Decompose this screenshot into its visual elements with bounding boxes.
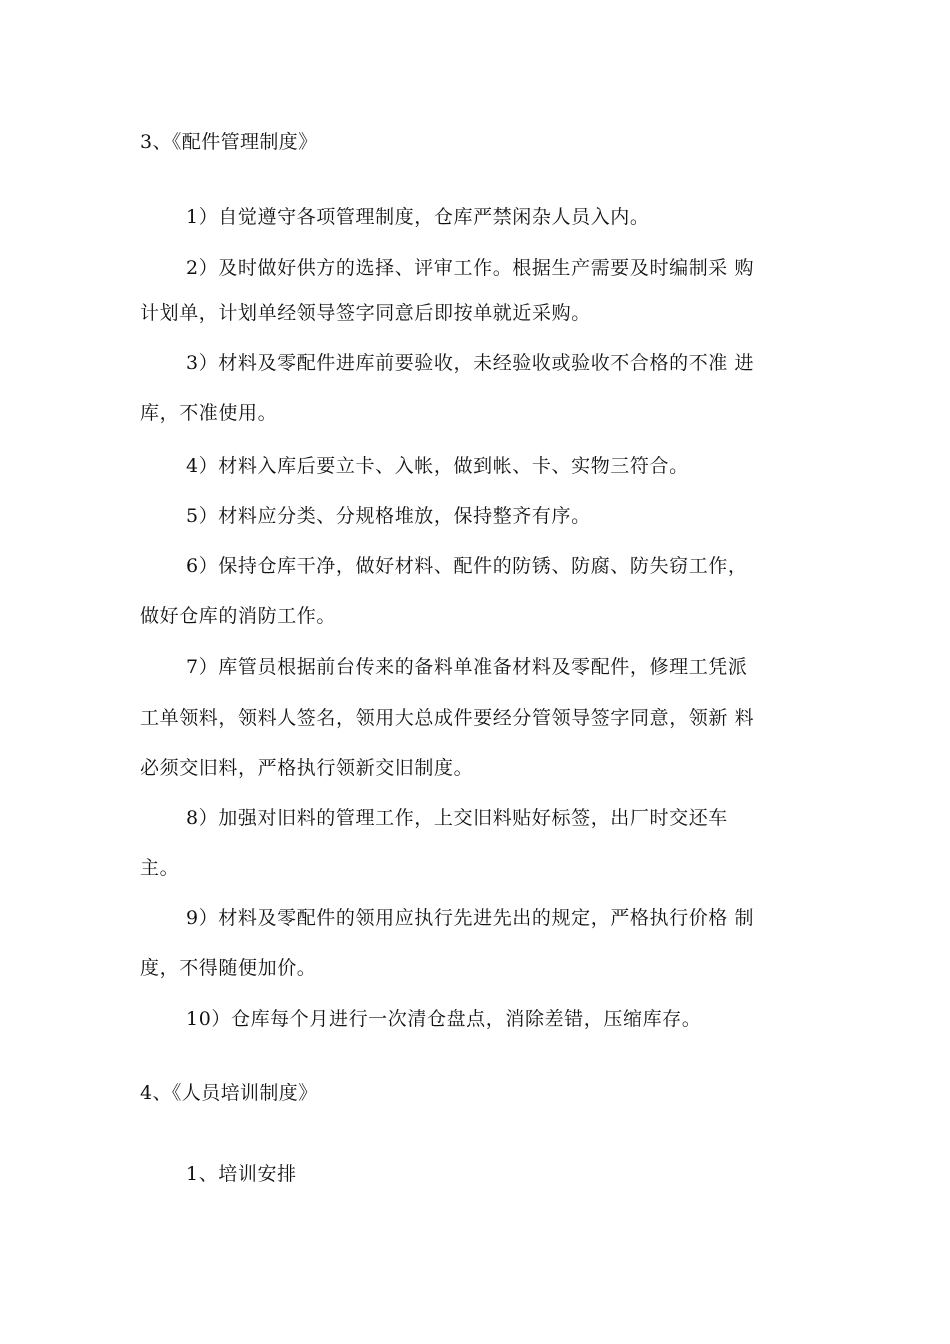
- paragraph-line: 7）库管员根据前台传来的备料单准备材料及零配件，修理工凭派: [186, 656, 748, 678]
- paragraph-line: 计划单，计划单经领导签字同意后即按单就近采购。: [140, 302, 591, 324]
- paragraph-line: 3）材料及零配件进库前要验收，未经验收或验收不合格的不准 进: [186, 352, 755, 374]
- paragraph-line: 9）材料及零配件的领用应执行先进先出的规定，严格执行价格 制: [186, 907, 755, 929]
- paragraph-line: 8）加强对旧料的管理工作，上交旧料贴好标签，出厂时交还车: [186, 807, 728, 829]
- paragraph-line: 主。: [140, 857, 180, 879]
- paragraph-line: 6）保持仓库干净，做好材料、配件的防锈、防腐、防失窃工作，: [186, 555, 748, 577]
- section-heading-staff-training: 4、《人员培训制度》: [140, 1082, 318, 1104]
- paragraph-line: 必须交旧料，严格执行领新交旧制度。: [140, 757, 474, 779]
- paragraph-line: 1）自觉遵守各项管理制度，仓库严禁闲杂人员入内。: [186, 206, 650, 228]
- paragraph-line: 做好仓库的消防工作。: [140, 605, 337, 627]
- paragraph-line: 2）及时做好供方的选择、评审工作。根据生产需要及时编制采 购: [186, 257, 755, 279]
- section-heading-parts-management: 3、《配件管理制度》: [140, 131, 318, 153]
- paragraph-line: 1、培训安排: [186, 1163, 297, 1185]
- paragraph-line: 5）材料应分类、分规格堆放，保持整齐有序。: [186, 505, 591, 527]
- paragraph-line: 度，不得随便加价。: [140, 957, 317, 979]
- paragraph-line: 库，不准使用。: [140, 402, 278, 424]
- paragraph-line: 4）材料入库后要立卡、入帐，做到帐、卡、实物三符合。: [186, 455, 689, 477]
- paragraph-line: 工单领料，领料人签名，领用大总成件要经分管领导签字同意，领新 料: [140, 707, 755, 729]
- paragraph-line: 10）仓库每个月进行一次清仓盘点，消除差错，压缩库存。: [186, 1008, 702, 1030]
